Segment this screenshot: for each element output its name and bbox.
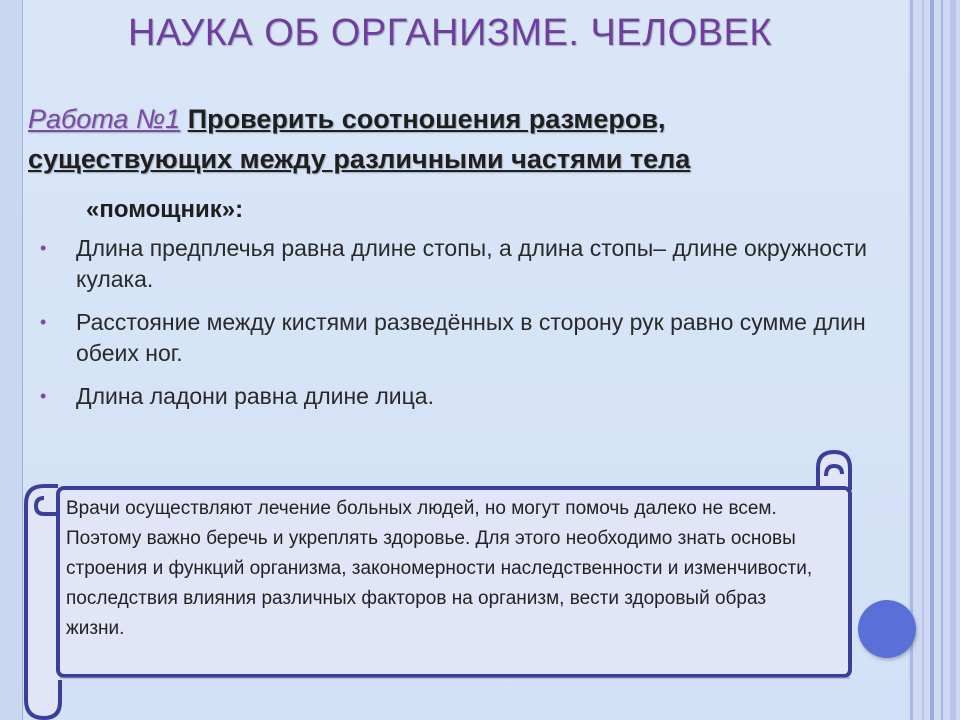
helper-heading: «помощник»: — [86, 196, 244, 223]
bullet-icon: • — [40, 386, 47, 406]
slide-title: НАУКА ОБ ОРГАНИЗМЕ. ЧЕЛОВЕК — [128, 12, 772, 54]
bullet-icon: • — [40, 312, 47, 332]
bullet-text: Длина предплечья равна длине стопы, а длина стопы– длине окружности кулака. — [76, 235, 867, 292]
decorative-circle — [858, 600, 916, 658]
scroll-body-text: Врачи осуществляют лечение больных людей, но могут помочь далеко не всем. Поэтому важно беречь и укреплять здоровье. Для этого необходимо знать основы строения и функций организма, закономерности наследственности и изменчивости, последствия влияния различных факторов на организм, вести здоровый образ жизни. — [66, 498, 813, 639]
bullet-text: Расстояние между кистями разведённых в сторону рук равно сумме длин обеих ног. — [76, 309, 866, 366]
bullet-icon: • — [40, 238, 47, 258]
task-description: Проверить соотношения размеров, существующих между различными частями тела — [28, 104, 691, 174]
task-number-link[interactable]: Работа №1 — [28, 104, 181, 134]
bullet-text: Длина ладони равна длине лица. — [76, 383, 434, 409]
